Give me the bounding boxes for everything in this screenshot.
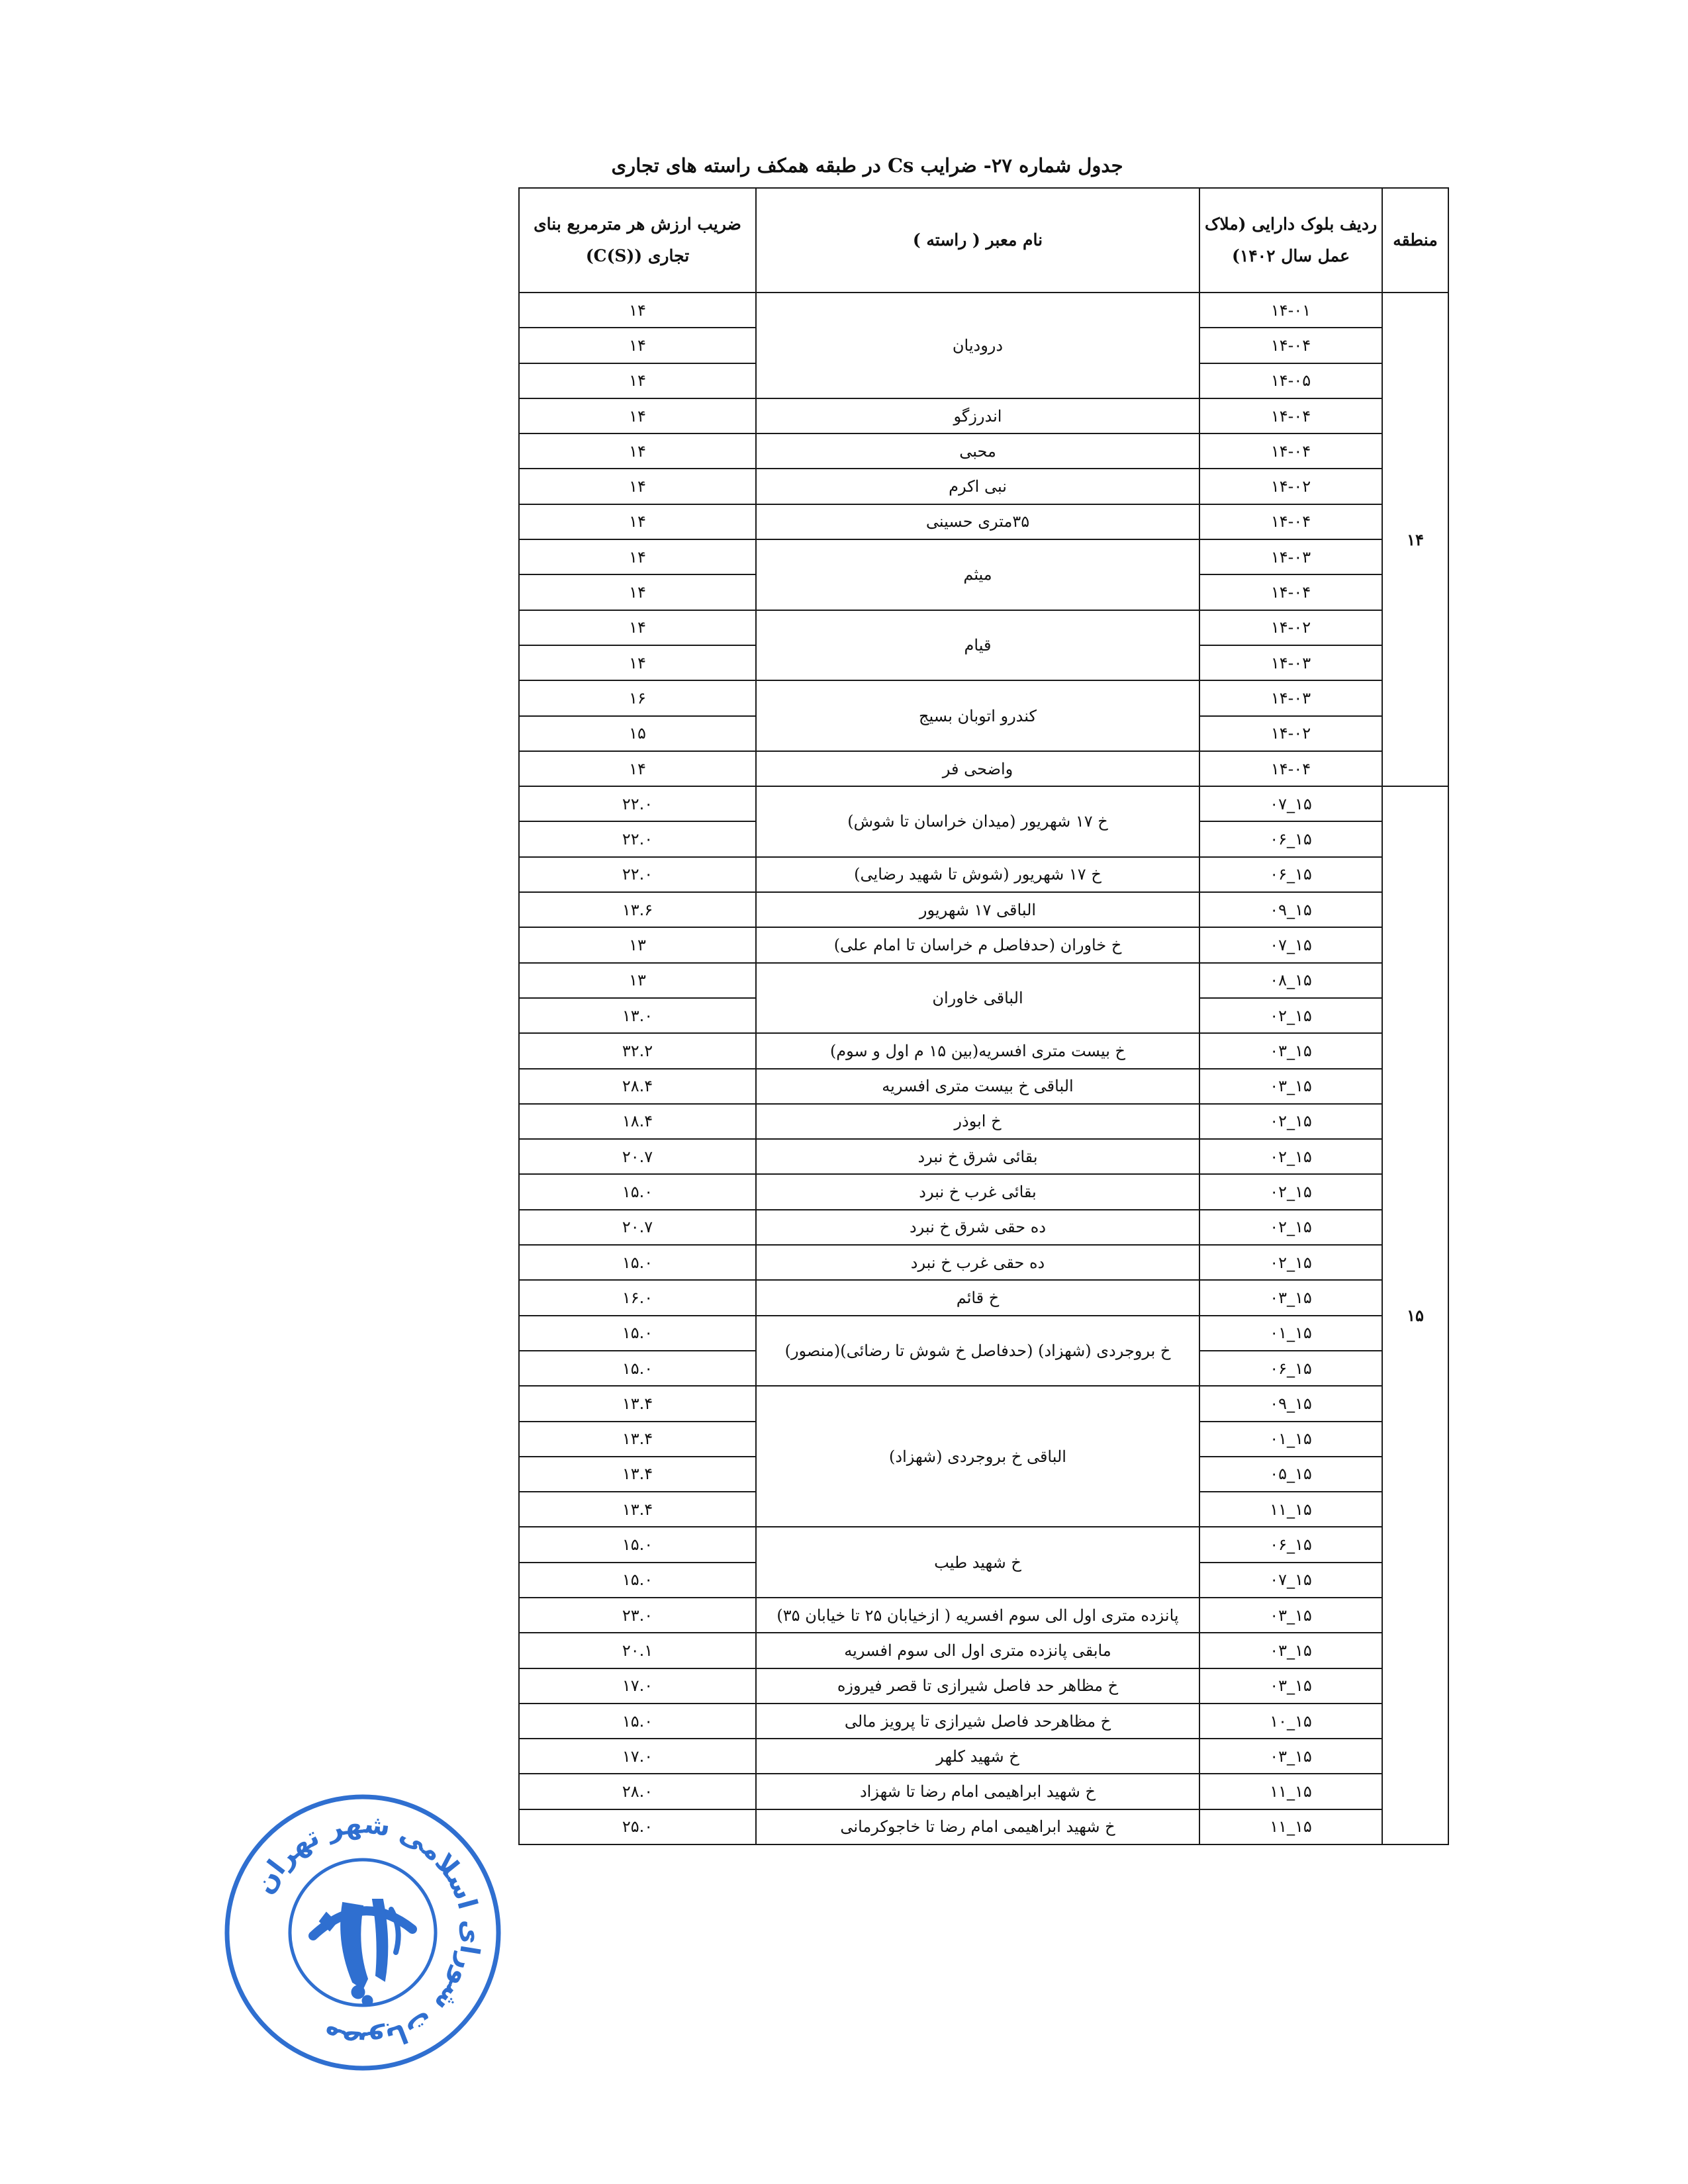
block-cell: ۱۵_۰۲ <box>1199 1139 1382 1174</box>
table-row <box>519 1668 1448 1704</box>
header-block: ردیف بلوک دارایی (ملاک عمل سال ۱۴۰۲) <box>1199 188 1382 293</box>
street-name-cell: میثم <box>756 539 1199 610</box>
block-cell: ۱۵_۰۶ <box>1199 1351 1382 1386</box>
table-row <box>519 1774 1448 1809</box>
table-row <box>519 1033 1448 1068</box>
street-name-cell: الباقی خاوران <box>756 963 1199 1034</box>
coefficient-cell: ۱۵.۰ <box>519 1527 756 1562</box>
block-cell: ۱۵_۰۸ <box>1199 963 1382 998</box>
coefficient-cell: ۱۳ <box>519 927 756 962</box>
block-cell: ۱۵_۰۷ <box>1199 927 1382 962</box>
block-cell: ۱۵_۱۱ <box>1199 1809 1382 1844</box>
coefficient-cell: ۲۲.۰ <box>519 821 756 856</box>
table-row <box>519 1069 1448 1104</box>
block-cell: ۱۵_۰۳ <box>1199 1668 1382 1704</box>
street-name-cell: پانزده متری اول الی سوم افسریه ( ازخیابان ۲۵ تا خیابان ۳۵) <box>756 1598 1199 1633</box>
block-cell: ۱۵_۰۶ <box>1199 857 1382 892</box>
street-name-cell: نبی اکرم <box>756 469 1199 504</box>
block-cell: ۱۵_۰۶ <box>1199 1527 1382 1562</box>
coefficient-cell: ۱۴ <box>519 398 756 433</box>
street-name-cell: خ مظاهر حد فاصل شیرازی تا قصر فیروزه <box>756 1668 1199 1704</box>
table-row <box>519 1739 1448 1774</box>
table-row <box>519 1633 1448 1668</box>
block-cell: ۱۵_۰۲ <box>1199 1174 1382 1209</box>
street-name-cell: محبی <box>756 433 1199 469</box>
coefficient-cell: ۱۶.۰ <box>519 1280 756 1315</box>
table-row <box>519 293 1448 328</box>
block-cell: ۱۵_۰۵ <box>1199 1457 1382 1492</box>
coefficient-cell: ۲۵.۰ <box>519 1809 756 1844</box>
coefficient-cell: ۱۵ <box>519 716 756 751</box>
block-cell: ۱۴-۰۲ <box>1199 469 1382 504</box>
block-cell: ۱۵_۰۶ <box>1199 821 1382 856</box>
coefficient-cell: ۱۴ <box>519 610 756 645</box>
table-row <box>519 433 1448 469</box>
table-row <box>519 1139 1448 1174</box>
block-cell: ۱۵_۰۳ <box>1199 1598 1382 1633</box>
table-row <box>519 1280 1448 1315</box>
block-cell: ۱۵_۰۳ <box>1199 1069 1382 1104</box>
coefficient-cell: ۱۳ <box>519 963 756 998</box>
coefficient-cell: ۲۲.۰ <box>519 857 756 892</box>
street-name-cell: ده حقی غرب خ نبرد <box>756 1245 1199 1280</box>
cs-coefficient-table <box>518 187 1449 1845</box>
coefficient-cell: ۱۵.۰ <box>519 1316 756 1351</box>
block-cell: ۱۴-۰۳ <box>1199 680 1382 715</box>
coefficient-cell: ۳۲.۲ <box>519 1033 756 1068</box>
coefficient-cell: ۱۵.۰ <box>519 1563 756 1598</box>
street-name-cell: خ قائم <box>756 1280 1199 1315</box>
seal-text: مصوبات شورای اسلامی شهر تهران <box>248 1809 487 2056</box>
coefficient-cell: ۱۳.۴ <box>519 1492 756 1527</box>
coefficient-cell: ۱۴ <box>519 433 756 469</box>
block-cell: ۱۵_۰۳ <box>1199 1739 1382 1774</box>
header-row <box>519 188 1448 293</box>
table-row <box>519 1598 1448 1633</box>
street-name-cell: خ بروجردی (شهزاد) (حدفاصل خ شوش تا رضائی)(منصور) <box>756 1316 1199 1387</box>
table-row <box>519 539 1448 574</box>
page-title: جدول شماره ۲۷- ضرایب Cs در طبقه همکف راسته های تجاری <box>611 154 1123 177</box>
coefficient-cell: ۱۴ <box>519 469 756 504</box>
block-cell: ۱۵_۱۰ <box>1199 1704 1382 1739</box>
coefficient-cell: ۱۸.۴ <box>519 1104 756 1139</box>
table-row <box>519 504 1448 539</box>
coefficient-cell: ۱۵.۰ <box>519 1704 756 1739</box>
table-row <box>519 1527 1448 1562</box>
table-row <box>519 1210 1448 1245</box>
coefficient-cell: ۱۴ <box>519 293 756 328</box>
street-name-cell: قیام <box>756 610 1199 681</box>
street-name-cell: الباقی خ بروجردی (شهزاد) <box>756 1386 1199 1527</box>
table-row <box>519 469 1448 504</box>
header-zone: منطقه <box>1382 188 1448 293</box>
coefficient-cell: ۱۵.۰ <box>519 1245 756 1280</box>
block-cell: ۱۴-۰۴ <box>1199 398 1382 433</box>
street-name-cell: بقائی غرب خ نبرد <box>756 1174 1199 1209</box>
coefficient-cell: ۱۵.۰ <box>519 1351 756 1386</box>
block-cell: ۱۵_۰۹ <box>1199 892 1382 927</box>
street-name-cell: خ خاوران (حدفاصل م خراسان تا امام علی) <box>756 927 1199 962</box>
street-name-cell: خ ۱۷ شهریور (شوش تا شهید رضایی) <box>756 857 1199 892</box>
coefficient-cell: ۱۳.۴ <box>519 1422 756 1457</box>
coefficient-cell: ۲۰.۱ <box>519 1633 756 1668</box>
block-cell: ۱۴-۰۲ <box>1199 610 1382 645</box>
table-row <box>519 1386 1448 1421</box>
street-name-cell: بقائی شرق خ نبرد <box>756 1139 1199 1174</box>
block-cell: ۱۵_۰۳ <box>1199 1633 1382 1668</box>
coefficient-cell: ۲۰.۷ <box>519 1210 756 1245</box>
table-row <box>519 857 1448 892</box>
header-street: نام معبر ( راسته ) <box>756 188 1199 293</box>
header-coefficient: ضریب ارزش هر مترمربع بنای تجاری (C(S)) <box>519 188 756 293</box>
coefficient-cell: ۱۶ <box>519 680 756 715</box>
table-row <box>519 786 1448 821</box>
coefficient-cell: ۱۳.۶ <box>519 892 756 927</box>
street-name-cell: خ مظاهرحد فاصل شیرازی تا پرویز مالی <box>756 1704 1199 1739</box>
coefficient-cell: ۱۴ <box>519 539 756 574</box>
coefficient-cell: ۱۴ <box>519 363 756 398</box>
block-cell: ۱۴-۰۴ <box>1199 504 1382 539</box>
seal-emblem-icon <box>313 1899 412 2006</box>
table-row <box>519 1104 1448 1139</box>
block-cell: ۱۵_۰۲ <box>1199 1245 1382 1280</box>
table-row <box>519 610 1448 645</box>
street-name-cell: ده حقی شرق خ نبرد <box>756 1210 1199 1245</box>
block-cell: ۱۵_۰۹ <box>1199 1386 1382 1421</box>
block-cell: ۱۵_۰۳ <box>1199 1033 1382 1068</box>
street-name-cell: خ شهید ابراهیمی امام رضا تا خاجوکرمانی <box>756 1809 1199 1844</box>
block-cell: ۱۴-۰۴ <box>1199 751 1382 786</box>
block-cell: ۱۵_۰۲ <box>1199 998 1382 1033</box>
block-cell: ۱۵_۰۷ <box>1199 786 1382 821</box>
block-cell: ۱۴-۰۱ <box>1199 293 1382 328</box>
coefficient-cell: ۱۴ <box>519 645 756 680</box>
street-name-cell: الباقی خ بیست متری افسریه <box>756 1069 1199 1104</box>
block-cell: ۱۴-۰۲ <box>1199 716 1382 751</box>
coefficient-cell: ۱۷.۰ <box>519 1668 756 1704</box>
block-cell: ۱۴-۰۴ <box>1199 433 1382 469</box>
coefficient-cell: ۱۵.۰ <box>519 1174 756 1209</box>
coefficient-cell: ۱۴ <box>519 751 756 786</box>
coefficient-cell: ۲۰.۷ <box>519 1139 756 1174</box>
block-cell: ۱۵_۱۱ <box>1199 1774 1382 1809</box>
street-name-cell: خ بیست متری افسریه(بین ۱۵ م اول و سوم) <box>756 1033 1199 1068</box>
street-name-cell: اندرزگو <box>756 398 1199 433</box>
street-name-cell: ۳۵متری حسینی <box>756 504 1199 539</box>
street-name-cell: خ ابوذر <box>756 1104 1199 1139</box>
coefficient-cell: ۱۳.۰ <box>519 998 756 1033</box>
table-row <box>519 751 1448 786</box>
street-name-cell: درودیان <box>756 293 1199 398</box>
council-seal <box>220 1790 505 2075</box>
coefficient-cell: ۲۸.۴ <box>519 1069 756 1104</box>
block-cell: ۱۵_۰۱ <box>1199 1316 1382 1351</box>
coefficient-cell: ۱۷.۰ <box>519 1739 756 1774</box>
coefficient-cell: ۱۳.۴ <box>519 1457 756 1492</box>
coefficient-cell: ۲۳.۰ <box>519 1598 756 1633</box>
block-cell: ۱۴-۰۳ <box>1199 539 1382 574</box>
table-row <box>519 1704 1448 1739</box>
street-name-cell: واضحی فر <box>756 751 1199 786</box>
street-name-cell: مابقی پانزده متری اول الی سوم افسریه <box>756 1633 1199 1668</box>
block-cell: ۱۴-۰۵ <box>1199 363 1382 398</box>
street-name-cell: خ شهید طیب <box>756 1527 1199 1598</box>
table-row <box>519 892 1448 927</box>
table-row <box>519 963 1448 998</box>
table-row <box>519 1174 1448 1209</box>
table-row <box>519 1245 1448 1280</box>
block-cell: ۱۵_۱۱ <box>1199 1492 1382 1527</box>
street-name-cell: خ شهید ابراهیمی امام رضا تا شهزاد <box>756 1774 1199 1809</box>
block-cell: ۱۴-۰۴ <box>1199 574 1382 610</box>
block-cell: ۱۴-۰۴ <box>1199 328 1382 363</box>
table-row <box>519 1316 1448 1351</box>
block-cell: ۱۵_۰۱ <box>1199 1422 1382 1457</box>
block-cell: ۱۵_۰۳ <box>1199 1280 1382 1315</box>
table-row <box>519 927 1448 962</box>
table-body <box>519 293 1448 1844</box>
table-row <box>519 1809 1448 1844</box>
zone-cell: ۱۵ <box>1382 786 1448 1844</box>
block-cell: ۱۵_۰۲ <box>1199 1210 1382 1245</box>
coefficient-cell: ۲۸.۰ <box>519 1774 756 1809</box>
coefficient-cell: ۱۴ <box>519 328 756 363</box>
street-name-cell: الباقی ۱۷ شهریور <box>756 892 1199 927</box>
coefficient-cell: ۱۳.۴ <box>519 1386 756 1421</box>
coefficient-cell: ۲۲.۰ <box>519 786 756 821</box>
table-row <box>519 680 1448 715</box>
street-name-cell: خ شهید کلهر <box>756 1739 1199 1774</box>
coefficient-cell: ۱۴ <box>519 504 756 539</box>
table-row <box>519 398 1448 433</box>
zone-cell: ۱۴ <box>1382 293 1448 786</box>
street-name-cell: کندرو اتوبان بسیج <box>756 680 1199 751</box>
coefficient-cell: ۱۴ <box>519 574 756 610</box>
block-cell: ۱۵_۰۲ <box>1199 1104 1382 1139</box>
street-name-cell: خ ۱۷ شهریور (میدان خراسان تا شوش) <box>756 786 1199 857</box>
block-cell: ۱۴-۰۳ <box>1199 645 1382 680</box>
block-cell: ۱۵_۰۷ <box>1199 1563 1382 1598</box>
